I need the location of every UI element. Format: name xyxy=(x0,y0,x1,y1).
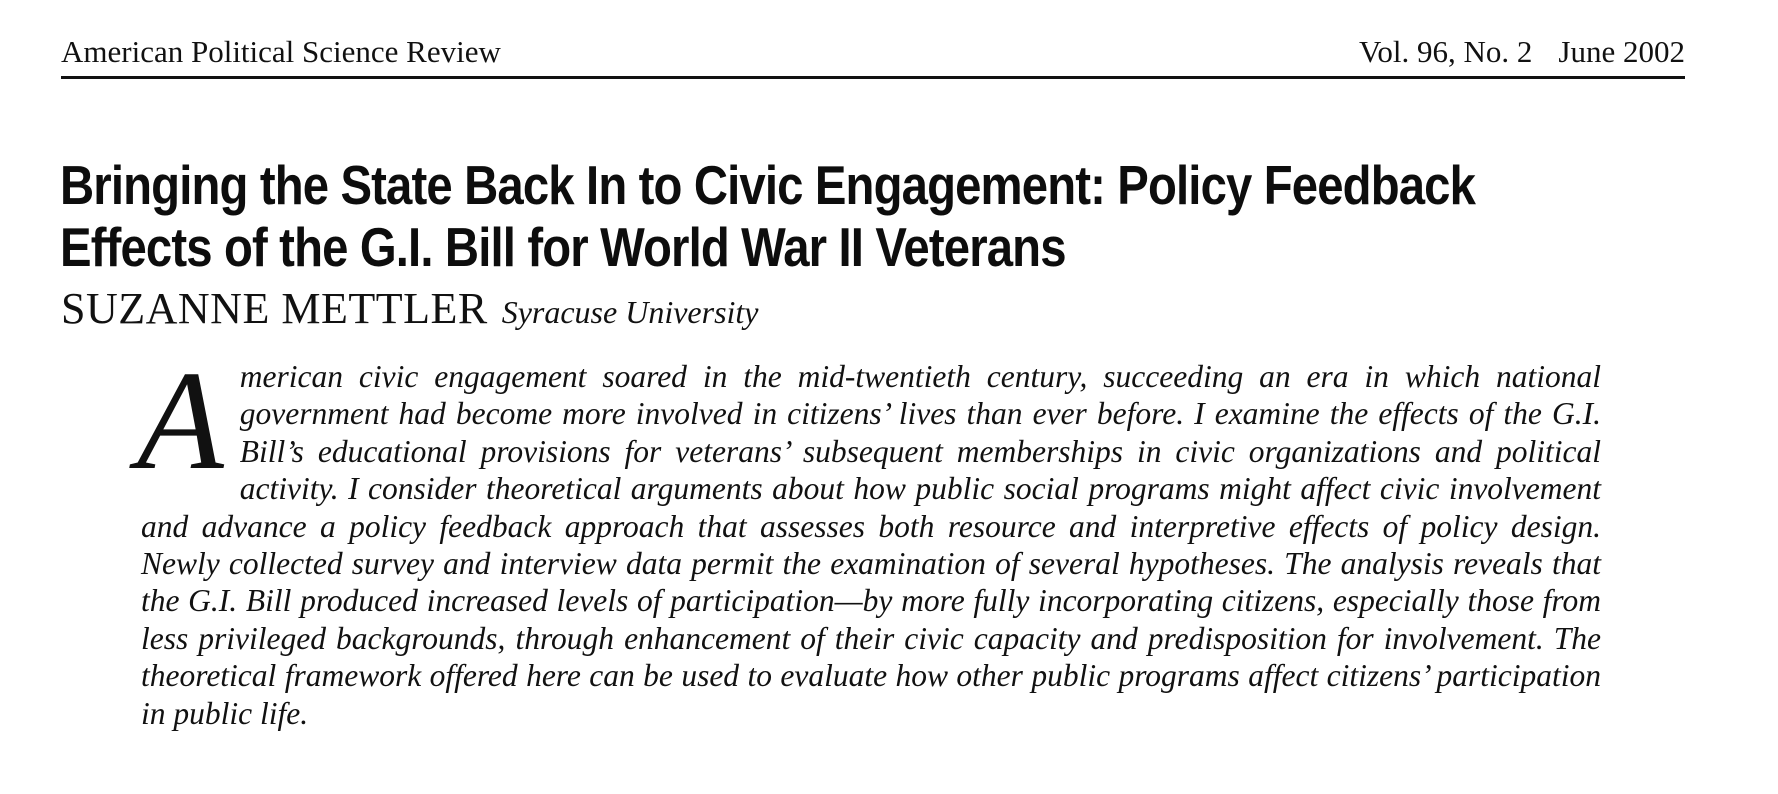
article-title xyxy=(60,154,1694,278)
issue-info xyxy=(1359,30,1685,74)
running-header xyxy=(61,30,1685,74)
byline xyxy=(61,279,759,339)
header-rule xyxy=(61,76,1685,79)
author-affiliation: Syracuse University xyxy=(501,294,759,330)
journal-name: American Political Science Review xyxy=(61,34,501,69)
abstract xyxy=(137,341,1601,732)
volume-issue: Vol. 96, No. 2 xyxy=(1359,34,1533,69)
title-line-1: Bringing the State Back In to Civic Engagement: Policy Feedback xyxy=(60,154,1476,216)
drop-cap: A xyxy=(137,341,224,499)
title-line-2: Effects of the G.I. Bill for World War II Veterans xyxy=(60,216,1066,278)
abstract-text: merican civic engagement soared in the mid-twentieth century, succeeding an era in which national government had become more involved in citizens’ lives than ever before. I examine the effects of the G.I. Bill’s educational provisions for veterans’ subsequent memberships in civic organizations and political activity. I consider theoretical arguments about how public social programs might affect civic involvement and advance a policy feedback approach that assesses both resource and interpretive effects of policy design. Newly collected survey and interview data permit the examination of several hypotheses. The analysis reveals that the G.I. Bill produced increased levels of participation—by more fully incorporating citizens, especially those from less privileged backgrounds, through enhancement of their civic capacity and predisposition for involvement. The theoretical framework offered here can be used to evaluate how other public programs affect citizens’ participation in public life. xyxy=(141,359,1601,731)
author-name: SUZANNE METTLER xyxy=(61,284,488,333)
issue-date: June 2002 xyxy=(1558,34,1685,69)
